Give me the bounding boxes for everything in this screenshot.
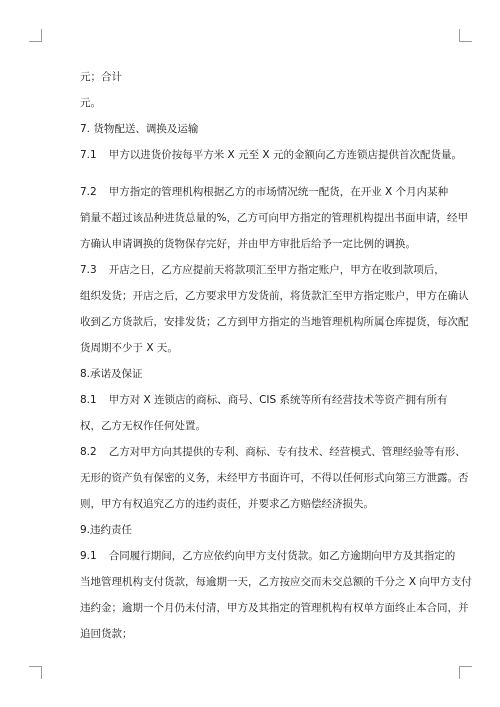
clause-number: 8.2 bbox=[80, 446, 97, 458]
document-body bbox=[80, 64, 472, 647]
section-heading-8: 8.承诺及保证 bbox=[80, 368, 143, 380]
text-line: 元。 bbox=[80, 97, 101, 109]
text-line: 则，甲方有权追究乙方的违约责任，并要求乙方赔偿经济损失。 bbox=[80, 498, 374, 510]
clause-7-3 bbox=[80, 257, 455, 283]
crop-mark-bottom-left bbox=[29, 666, 42, 679]
clause-text: 甲方以进货价按每平方米 X 元至 X 元的金额向乙方连锁店提供首次配货量。 bbox=[108, 149, 462, 161]
clause-8-1 bbox=[80, 387, 455, 413]
clause-7-1 bbox=[80, 142, 462, 168]
text-line: 无形的资产负有保密的义务，未经甲方书面许可，不得以任何形式向第三方泄露。否 bbox=[80, 472, 469, 484]
clause-text: 甲方对 X 连锁店的商标、商号、CIS 系统等所有经营技术等资产拥有所有 bbox=[108, 394, 448, 406]
text-line: 元；合计 bbox=[80, 71, 122, 83]
text-line: 方确认申请调换的货物保存完好，并由甲方审批后给予一定比例的调换。 bbox=[80, 238, 416, 250]
text-line: 追回货款； bbox=[80, 628, 133, 640]
crop-mark-top-left bbox=[29, 29, 42, 42]
clause-7-2 bbox=[80, 179, 455, 205]
clause-number: 9.1 bbox=[80, 550, 97, 562]
text-line: 违约金；逾期一个月仍未付清，甲方及其指定的管理机构有权单方面终止本合同，并 bbox=[80, 602, 469, 614]
crop-mark-top-right bbox=[459, 29, 472, 42]
text-line: 组织发货；开店之后，乙方要求甲方发货前，将货款汇至甲方指定账户，甲方在确认 bbox=[80, 290, 469, 302]
clause-text: 合同履行期间，乙方应依约向甲方支付货款。如乙方逾期向甲方及其指定的 bbox=[108, 550, 456, 562]
clause-number: 7.1 bbox=[80, 149, 97, 161]
text-line: 权，乙方无权作任何处置。 bbox=[80, 420, 206, 432]
clause-text: 乙方对甲方向其提供的专利、商标、专有技术、经营模式、管理经验等有形、 bbox=[108, 446, 466, 458]
clause-8-2 bbox=[80, 439, 466, 465]
clause-number: 7.2 bbox=[80, 186, 97, 198]
text-line: 货周期不少于 X 天。 bbox=[80, 342, 178, 354]
section-heading-7: 7. 货物配送、调换及运输 bbox=[80, 123, 199, 135]
clause-9-1 bbox=[80, 543, 455, 569]
clause-number: 7.3 bbox=[80, 264, 97, 276]
section-heading-9: 9.违约责任 bbox=[80, 524, 133, 536]
clause-text: 开店之日，乙方应提前天将款项汇至甲方指定账户，甲方在收到款项后， bbox=[108, 264, 445, 276]
clause-text: 甲方指定的管理机构根据乙方的市场情况统一配货，在开业 X 个月内某种 bbox=[108, 186, 449, 198]
text-line: 当地管理机构支付货款，每逾期一天，乙方按应交而未交总额的千分之 X 向甲方支付 bbox=[80, 576, 472, 588]
clause-number: 8.1 bbox=[80, 394, 97, 406]
crop-mark-bottom-right bbox=[459, 666, 472, 679]
text-line: 销量不超过该品种进货总量的%，乙方可向甲方指定的管理机构提出书面申请，经甲 bbox=[80, 212, 468, 224]
text-line: 收到乙方货款后，安排发货；乙方到甲方指定的当地管理机构所属仓库提货，每次配 bbox=[80, 316, 469, 328]
